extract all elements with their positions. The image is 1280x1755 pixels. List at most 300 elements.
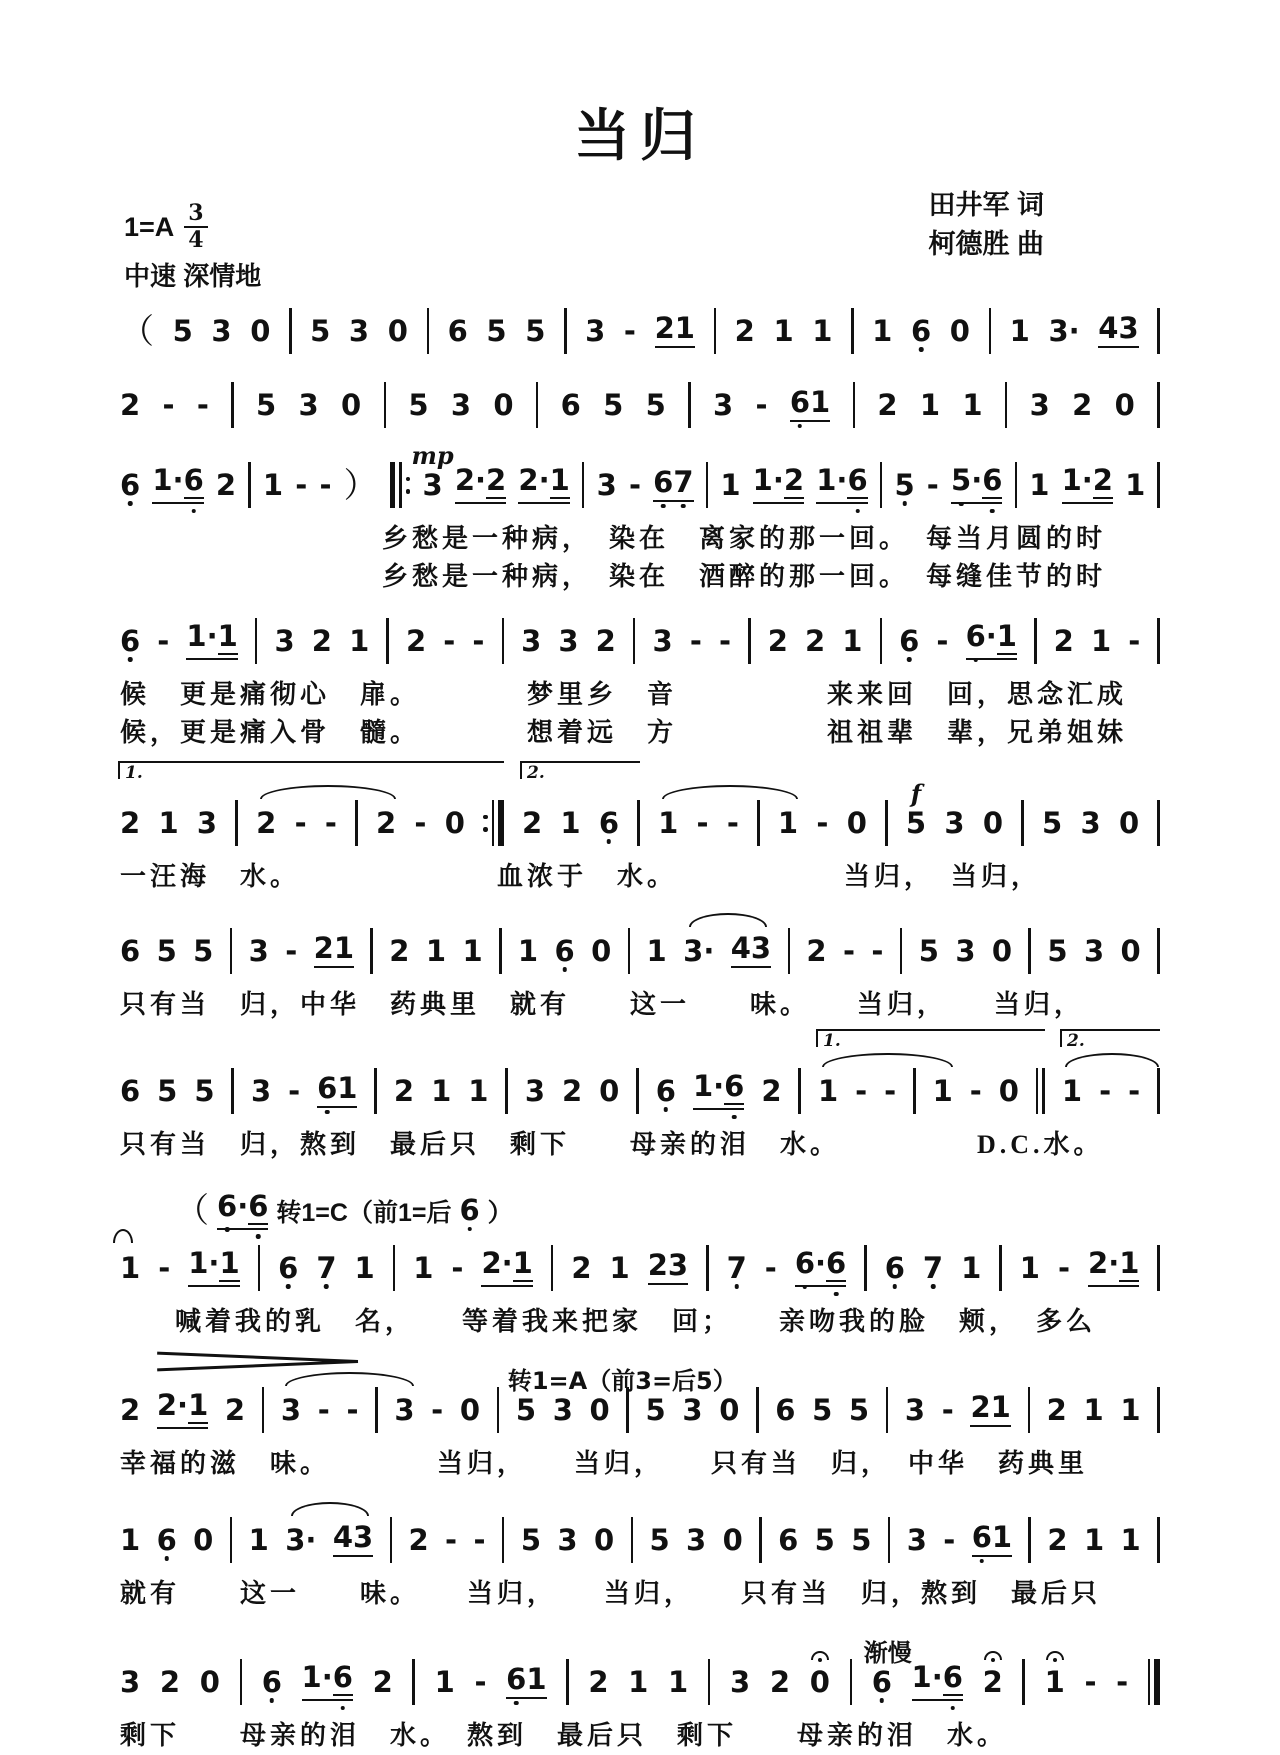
barline-stroke [248, 462, 251, 508]
barline-s [551, 1244, 554, 1292]
barline-stroke [748, 618, 751, 664]
note-token: - [816, 805, 829, 840]
note-token: 3 [1080, 805, 1101, 840]
note-token: 3 [955, 933, 976, 968]
note-token: - [926, 467, 939, 502]
barline-stroke [999, 1245, 1002, 1291]
note-token: - [317, 1392, 330, 1427]
barline-s [505, 1067, 508, 1115]
barline-stroke [1021, 800, 1024, 846]
barline-stroke [706, 462, 709, 508]
note-token: 21 [970, 1393, 1010, 1427]
note-token: - [443, 623, 456, 658]
music-system [120, 616, 1160, 752]
barline-stroke [384, 382, 387, 428]
note-token: 2·1 [157, 1391, 208, 1429]
fermata-icon [1046, 1651, 1064, 1665]
barline-stroke [1036, 1068, 1039, 1114]
low-octave-dot [128, 657, 133, 662]
barline-stroke [240, 1659, 243, 1705]
parenthesis: （ [175, 1191, 209, 1231]
note-token: 1 [962, 387, 983, 422]
barline-s [502, 1516, 505, 1564]
note-token: 6 [599, 809, 619, 838]
note-token: 1·2 [753, 466, 804, 504]
barline-stroke [258, 1245, 261, 1291]
note-token: 0 [250, 313, 271, 348]
note-token: 0 [589, 1392, 610, 1427]
note-token: 2·2 [455, 466, 506, 504]
note-token: - [288, 1073, 301, 1108]
low-octave-dot [467, 1227, 472, 1232]
note-token: 6 1 [506, 1665, 546, 1699]
low-octave-dot [931, 1284, 936, 1289]
barline-s [1028, 1386, 1031, 1434]
note-token: 2 [761, 1073, 782, 1108]
note-token: 3 [120, 1664, 141, 1699]
low-octave-dot [341, 1706, 346, 1711]
lyric-line: 一汪海 水。 血浓于 水。 当归， 当归， [120, 862, 1042, 891]
barline-s [393, 1244, 396, 1292]
song-title: 当归 [574, 104, 706, 167]
note-token: 1 [658, 805, 679, 840]
note-token: - [473, 1522, 486, 1557]
barline-s [885, 799, 888, 847]
low-octave-dot [902, 501, 907, 506]
barline-s [1157, 307, 1160, 355]
lyricist-credit: 田井军 词 [928, 190, 1044, 220]
low-octave-dot [164, 1556, 169, 1561]
note-token: - [1128, 623, 1141, 658]
note-token: 21 [655, 314, 695, 348]
barline-s [1034, 617, 1037, 665]
barline-s [757, 799, 760, 847]
barline-s [851, 307, 854, 355]
barline-stroke [714, 308, 717, 354]
barline-stroke [631, 1517, 634, 1563]
note-token: 1 [248, 1522, 269, 1557]
music-system [120, 1638, 1160, 1755]
note-token: 5 [894, 471, 914, 500]
music-system [120, 440, 1160, 596]
barline-stroke [1028, 928, 1031, 974]
note-token: 0 [444, 805, 465, 840]
barline-stroke [564, 308, 567, 354]
barline-stroke [633, 618, 636, 664]
repeat-dots [483, 815, 488, 832]
barline-end [1148, 1658, 1160, 1706]
barline-stroke [502, 618, 505, 664]
note-token: 1 [517, 933, 539, 968]
note-token: 5 [408, 387, 429, 422]
note-token: 0 [991, 933, 1013, 968]
note-token: 6 [262, 1668, 282, 1697]
note-token: 3 [450, 387, 472, 422]
low-octave-dot [734, 1284, 739, 1289]
low-octave-dot [834, 1292, 839, 1297]
barline-stroke [582, 462, 585, 508]
barline-s [390, 1516, 393, 1564]
barline-s [566, 1658, 569, 1706]
volta-label: 1. [823, 1031, 841, 1051]
note-token: 2 [120, 805, 141, 840]
note-token: 3 mp [411, 440, 454, 502]
barline-s [888, 1516, 891, 1564]
barline-er [483, 799, 504, 847]
barline-d [1036, 1067, 1045, 1115]
barline-s [913, 1067, 916, 1115]
barline-s [240, 1658, 243, 1706]
low-octave-dot [191, 509, 196, 514]
notation-row [120, 1638, 1160, 1707]
note-token: 2 [1046, 1392, 1067, 1427]
barline-stroke [1028, 1387, 1031, 1433]
barline-s [1005, 381, 1008, 429]
barline-stroke [885, 800, 888, 846]
note-token: 5 [310, 313, 331, 348]
barline-s [706, 461, 709, 509]
notation-row [120, 616, 1160, 666]
note-token: 1 [1029, 467, 1050, 502]
barline-s [631, 1516, 634, 1564]
barline-stroke [1157, 382, 1160, 428]
notation-row [120, 1366, 1160, 1435]
modulation-annotation [175, 1186, 1160, 1235]
barline-s [864, 1244, 867, 1292]
barline-stroke [989, 308, 992, 354]
barline-s [231, 381, 234, 429]
note-token: 0 [591, 933, 612, 968]
barline-s [355, 799, 358, 847]
barline-s [1157, 1244, 1160, 1292]
note-token: 2 [767, 623, 788, 658]
note-token: 6 [778, 1522, 799, 1557]
barline-stroke [386, 618, 389, 664]
barline-s [497, 1386, 500, 1434]
barline-stroke [390, 1517, 393, 1563]
note-token: 2 [311, 623, 332, 658]
note-token: 6 [560, 387, 581, 422]
barline-stroke [566, 1659, 569, 1705]
barline-s [788, 927, 791, 975]
barline-stroke [706, 1245, 709, 1291]
note-token: 1 [462, 933, 483, 968]
barline-s [989, 307, 992, 355]
lyric-line: 剩下 母亲的泪 水。 熬到 最后只 剩下 母亲的泪 水。 [120, 1721, 1008, 1750]
barline-stroke [1028, 1517, 1031, 1563]
barline-stroke [1157, 308, 1160, 354]
note-token: 2·1 [518, 466, 569, 504]
note-token: 2 [389, 933, 410, 968]
barline-stroke [230, 1517, 233, 1563]
note-token: 1 [961, 1250, 982, 1285]
note-token: - [623, 313, 636, 348]
note-token: 2 [393, 1073, 415, 1108]
parenthesis: （ [120, 311, 154, 352]
barline-stroke [851, 308, 854, 354]
low-octave-dot [607, 839, 612, 844]
note-token: 2 [224, 1392, 246, 1427]
barline-stroke [370, 928, 373, 974]
low-octave-dot [256, 1234, 261, 1239]
barline-s [582, 461, 585, 509]
barline-stroke [497, 1387, 500, 1433]
low-octave-dot [128, 501, 133, 506]
note-token: - [431, 1392, 444, 1427]
low-octave-dot [880, 1698, 885, 1703]
note-token: 3 [558, 623, 579, 658]
note-token: 3· [1048, 313, 1080, 348]
low-octave-dot [681, 504, 686, 509]
note-token: 2 [120, 1392, 141, 1427]
tie-slur [113, 1229, 133, 1243]
note-token: 5 [603, 387, 624, 422]
note-token: 6 [911, 317, 931, 346]
barline-stroke [888, 1517, 891, 1563]
low-octave-dot [661, 504, 666, 509]
barline-stroke [255, 618, 258, 664]
fermata-icon [811, 1651, 829, 1665]
tie-slur [1065, 1053, 1159, 1067]
barline-stroke [1157, 1387, 1160, 1433]
volta-bracket [520, 761, 640, 783]
note-token: - [969, 1073, 982, 1108]
barline-stroke [355, 800, 358, 846]
barline-br [390, 461, 411, 509]
note-token: 5 [812, 1392, 833, 1427]
volta-bracket [1060, 1029, 1160, 1051]
note-token: 3 [596, 467, 617, 502]
note-token: 3 [944, 805, 965, 840]
note-token: - [451, 1250, 464, 1285]
barline-s [714, 307, 717, 355]
dynamic-marking: f [910, 778, 922, 808]
barline-s [370, 927, 373, 975]
barline-stroke [757, 800, 760, 846]
note-token: 1·1 [186, 622, 237, 660]
barline-stroke [502, 1517, 505, 1563]
barline-s [756, 1386, 759, 1434]
note-token: - [295, 467, 308, 502]
music-system [120, 380, 1160, 430]
note-token: 5 [193, 933, 214, 968]
barline-s [1157, 381, 1160, 429]
barline-s [628, 927, 631, 975]
barline-stroke [853, 382, 856, 428]
note-token: 0 [846, 805, 867, 840]
volta-label: 1. [125, 763, 143, 783]
note-token: 0 [341, 387, 362, 422]
note-token: 3 [394, 1392, 415, 1427]
note-token: 2 [588, 1664, 609, 1699]
note-token: 1 [646, 933, 667, 968]
note-token: 3 [652, 623, 673, 658]
note-token: 0 [810, 1668, 830, 1697]
barline-stroke [864, 1245, 867, 1291]
note-token: 0 [722, 1522, 743, 1557]
music-system [120, 1186, 1160, 1341]
music-system [120, 926, 1160, 1024]
note-token: 5 [918, 933, 939, 968]
note-token: 0 [719, 1392, 740, 1427]
barline-stroke [1148, 1659, 1151, 1705]
barline-s [427, 307, 430, 355]
music-system [120, 306, 1160, 356]
note-token: 2 [159, 1664, 181, 1699]
lyric-line: 就有 这一 味。 当归， 当归， 只有当 归，熬到 最后只 [120, 1579, 1102, 1608]
barline-s [708, 1658, 711, 1706]
note-token: 2 [769, 1664, 791, 1699]
barline-stroke [1154, 1659, 1160, 1705]
lyric-line: 候，更是痛入骨 髓。 想着远 方 祖祖辈 辈，兄弟姐妹 [120, 718, 1128, 747]
composer-credit: 柯德胜 曲 [928, 229, 1044, 259]
note-token: 2 [595, 623, 616, 658]
note-token: - [294, 805, 307, 840]
barline-stroke [708, 1659, 711, 1705]
barline-stroke [1157, 462, 1160, 508]
barline-stroke [1015, 462, 1018, 508]
note-token: 6 ·1 [966, 622, 1017, 660]
note-token: 3 [585, 313, 606, 348]
barline-stroke [886, 1387, 889, 1433]
barline-stroke [231, 1068, 234, 1114]
note-token: - [445, 1522, 458, 1557]
note-token: 0 [949, 313, 970, 348]
low-octave-dot [286, 1284, 291, 1289]
note-token: 5 [645, 1392, 666, 1427]
barline-stroke [798, 1068, 801, 1114]
note-token: 2 [120, 387, 141, 422]
low-octave-dot [973, 658, 978, 663]
note-token: 1 [1009, 313, 1030, 348]
note-token: 5 [848, 1392, 870, 1427]
key-signature [124, 202, 208, 252]
volta-label: 2. [1067, 1031, 1085, 1051]
barline-s [1015, 461, 1018, 509]
note-token: 3 [524, 1073, 546, 1108]
barline-stroke [636, 1068, 639, 1114]
low-octave-dot [325, 1110, 330, 1115]
barline-s [502, 617, 505, 665]
note-token: 0 [193, 1522, 214, 1557]
barline-s [759, 1516, 762, 1564]
fermata-icon [984, 1651, 1002, 1665]
tempo-marking: 中速 深情地 [124, 261, 262, 291]
note-token: 0 [593, 1522, 615, 1557]
note-token: 5 转1=A（前3=后5） [507, 1366, 737, 1427]
barline-stroke [498, 800, 504, 846]
note-token: 0 [459, 1392, 481, 1427]
low-octave-dot [324, 1284, 329, 1289]
note-token: 6 1 [790, 388, 830, 422]
note-token: 1 [120, 1250, 141, 1285]
note-token: 3 [196, 805, 218, 840]
lyric-line: 候 更是痛彻心 扉。 梦里乡 音 来来回 回，思念汇成 [120, 680, 1128, 709]
barline-stroke [880, 462, 883, 508]
tie-slur [285, 1372, 414, 1386]
barline-s [880, 617, 883, 665]
barline-s [637, 799, 640, 847]
note-token: 2 [375, 805, 397, 840]
note-token: 1 [872, 313, 893, 348]
barline-s [748, 617, 751, 665]
note-token: 1 [812, 313, 833, 348]
barline-stroke [637, 800, 640, 846]
note-token: - [726, 805, 739, 840]
note-token: 1 [628, 1664, 649, 1699]
note-token: 3 [348, 313, 370, 348]
barline-s [1021, 799, 1024, 847]
note-token: - [696, 805, 709, 840]
note-token: - [943, 1522, 956, 1557]
low-octave-dot [732, 1115, 737, 1120]
notation-row [120, 778, 1160, 848]
low-octave-dot [855, 509, 860, 514]
music-system [120, 1366, 1160, 1483]
barline-stroke [374, 1068, 377, 1114]
tie-slur [291, 1502, 369, 1516]
note-token: 5 [851, 1522, 872, 1557]
barline-s [706, 1244, 709, 1292]
note-token: - [689, 623, 702, 658]
note-token: 2 [1072, 387, 1093, 422]
lyric-line: 乡愁是一种病， 染在 酒醉的那一回。 每缝佳节的时 [382, 562, 1107, 591]
barline-stroke [1042, 1068, 1045, 1114]
note-token: 6 1 [317, 1074, 357, 1108]
barline-stroke [1157, 618, 1160, 664]
barline-stroke [551, 1245, 554, 1291]
lyric-line: 只有当 归，中华 药典里 就有 这一 味。 当归， 当归， [120, 990, 1085, 1019]
barline-stroke [230, 928, 233, 974]
music-system [120, 1515, 1160, 1613]
barline-stroke [1005, 382, 1008, 428]
note-token: 6 [120, 933, 141, 968]
note-token: 6 [656, 1077, 676, 1106]
barline-stroke [393, 1245, 396, 1291]
note-token: 3· [285, 1522, 317, 1557]
note-token: 43 [731, 934, 771, 968]
low-octave-dot [959, 502, 964, 507]
barline-stroke [289, 308, 292, 354]
barline-s [412, 1658, 415, 1706]
barline-stroke [390, 462, 396, 508]
note-token: 3 [274, 623, 295, 658]
barline-stroke [1157, 928, 1160, 974]
low-octave-dot [270, 1698, 275, 1703]
note-token: 3 [280, 1392, 302, 1427]
note-token: 2 [521, 805, 543, 840]
music-system [120, 763, 1160, 896]
note-token: - [855, 1073, 868, 1108]
low-octave-dot [562, 967, 567, 972]
note-token: - [1099, 1073, 1112, 1108]
barline-s [262, 1386, 265, 1434]
barline-s [850, 1658, 853, 1706]
note-token: 1 [468, 1073, 489, 1108]
note-token: 5 [1047, 933, 1068, 968]
barline-s [289, 307, 292, 355]
note-token: 6 ·6 [217, 1192, 268, 1230]
note-token: 5 [525, 313, 546, 348]
note-token: 0 [199, 1664, 220, 1699]
barline-s [880, 461, 883, 509]
barline-stroke [536, 382, 539, 428]
note-token: 6 [447, 313, 468, 348]
note-token: 2 [1047, 1522, 1068, 1557]
note-token: 7 [727, 1254, 747, 1283]
note-token: 2 [806, 933, 827, 968]
note-token: - [474, 1664, 487, 1699]
